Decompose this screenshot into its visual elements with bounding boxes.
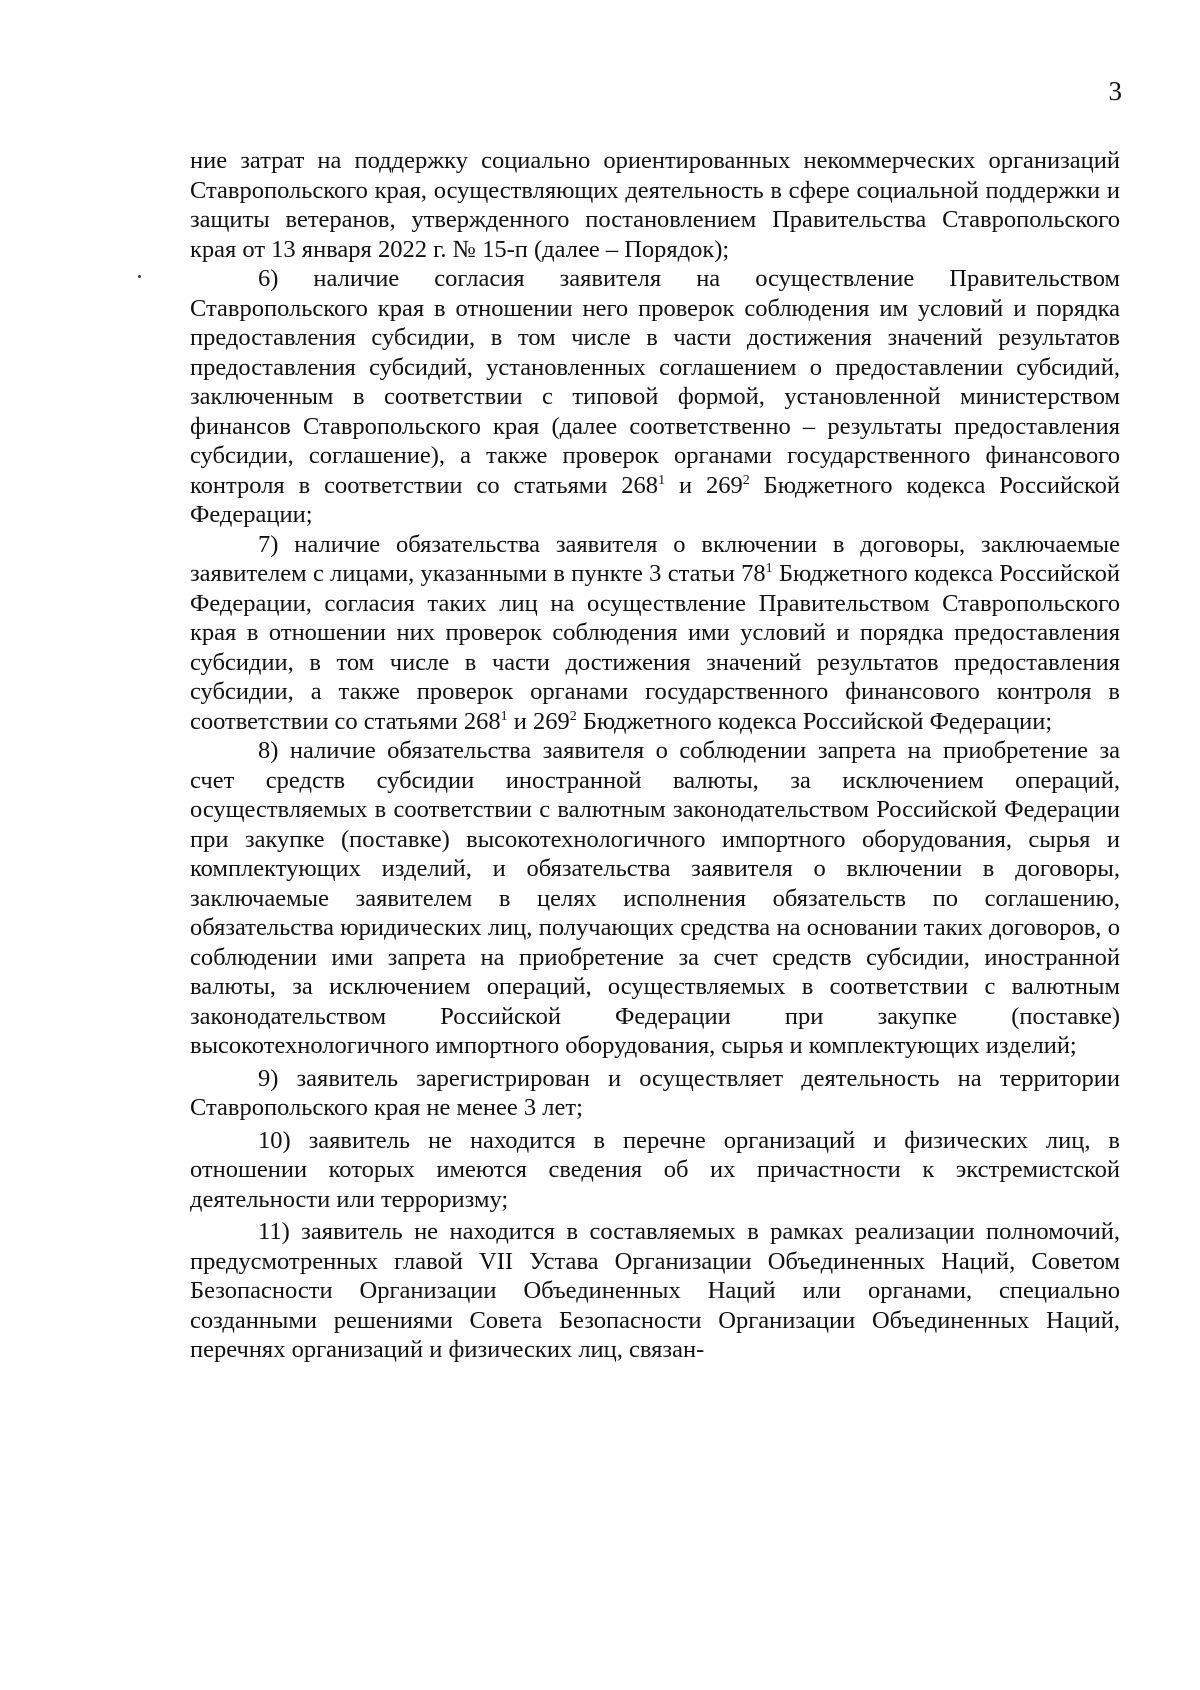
superscript: 2 [742,472,750,488]
superscript: 1 [500,708,508,724]
page-number: 3 [1108,76,1122,106]
paragraph-item-7 [190,530,1120,737]
paragraph-7-text: 7) наличие обязательства заявителя о включении в договоры, заключаемые заявителем с лицами, указанными в пункте 3 статьи 78 [190,530,1120,587]
paragraph-item-6 [190,264,1120,530]
paragraph-item-9: 9) заявитель зарегистрирован и осуществляет деятельность на территории Ставропольского края не менее 3 лет; [190,1064,1120,1121]
paragraph-continuation: ние затрат на поддержку социально ориентированных некоммерческих организаций Ставропольского края, осуществляющих деятельность в сфере социальной поддержки и защиты ветеранов, утвержденного постановлением Правительства Ставропольского края от 13 января 2022 г. № 15-п (далее – Порядок); [190,147,1120,263]
paragraph-item-8: 8) наличие обязательства заявителя о соблюдении запрета на приобретение за счет средств субсидии иностранной валюты, за исключением операций, осуществляемых в соответствии с валютным законодательством Российской Федерации при закупке (поставке) высокотехнологичного импортного оборудования, сырья и комплектующих изделий, и обязательства заявителя о включении в договоры, заключаемые заявителем в целях исполнения обязательств по соглашению, обязательства юридических лиц, получающих средства на основании таких договоров, о соблюдении ими запрета на приобретение за счет средств субсидии, иностранной валюты, за исключением операций, осуществляемых в соответствии с валютным законодательством Российской Федерации при закупке (поставке) высокотехнологичного импортного оборудования, сырья и комплектующих изделий; [190,737,1120,1059]
paragraph-7-text-middle: и 269 [507,707,570,735]
document-body [190,146,1120,1365]
paragraph-6-text: 6) наличие согласия заявителя на осуществление Правительством Ставропольского края в отношении него проверок соблюдения им условий и порядка предоставления субсидии, в том числе в части достижения значений результатов предоставления субсидий, установленных соглашением о предоставлении субсидий, заключенным в соответствии с типовой формой, установленной министерством финансов Ставропольского края (далее соответственно – результаты предоставления субсидии, соглашение), а также проверок органами государственного финансового контроля в соответствии со статьями 268 [190,265,1120,499]
superscript: 1 [765,561,773,576]
paragraph-item-10: 10) заявитель не находится в перечне организаций и физических лиц, в отношении которых имеются сведения об их причастности к экстремистской деятельности или терроризму; [190,1126,1120,1213]
scan-artifact-dot [138,275,141,278]
paragraph-6-text-tail: Бюджетного кодекса Российской Федерации; [190,471,1120,528]
paragraph-7-text-tail: Бюджетного кодекса Российской Федерации; [576,707,1053,735]
paragraph-6-text-middle: и 269 [665,471,743,499]
superscript: 1 [658,472,666,488]
superscript: 2 [569,708,577,724]
paragraph-7-text-middle: Бюджетного кодекса Российской Федерации, согласия таких лиц на осуществление Правительством Ставропольского края в отношении них проверок соблюдения ими условий и порядка предоставления субсидии, в том числе в части достижения значений результатов предоставления субсидии, а также проверок органами государственного финансового контроля в соответствии со статьями 268 [190,560,1121,735]
paragraph-item-11: 11) заявитель не находится в составляемых в рамках реализации полномочий, предусмотренных главой VII Устава Организации Объединенных Наций, Советом Безопасности Организации Объединенных Наций или органами, специально созданными решениями Совета Безопасности Организации Объединенных Наций, перечнях организаций и физических лиц, связан- [190,1218,1120,1363]
